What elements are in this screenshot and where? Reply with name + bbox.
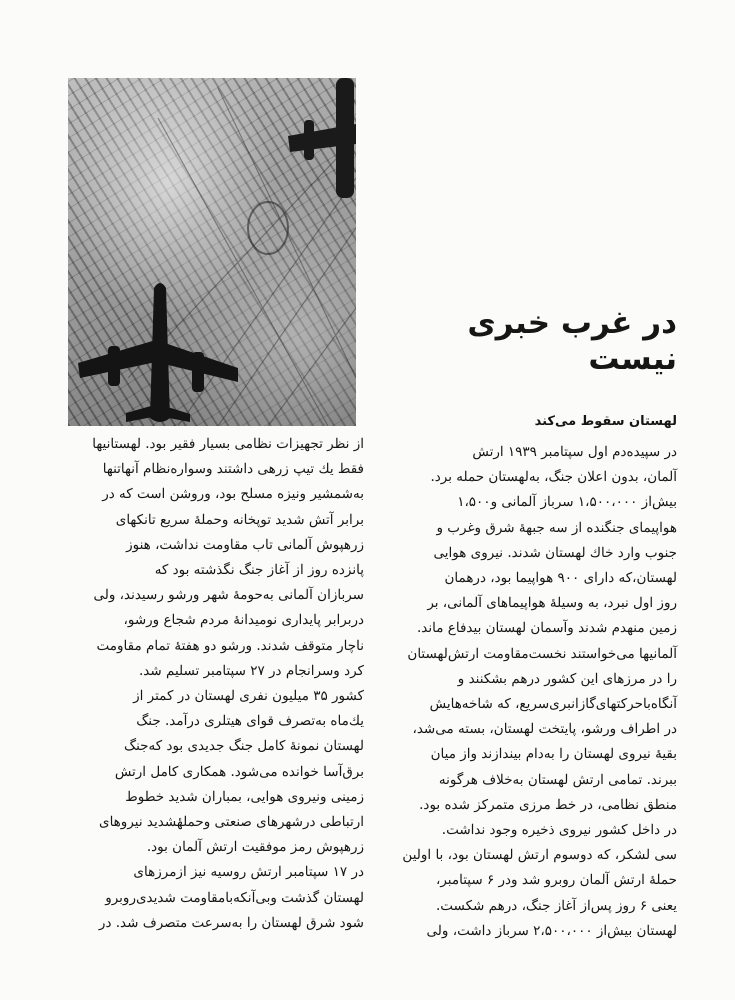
- text-line: زمین منهدم شدند وآسمان لهستان بیدفاع ماند.: [417, 620, 677, 637]
- text-line: را در مرزهای این کشور درهم بشکنند و: [457, 670, 677, 687]
- text-line: هواپیمای جنگنده از سه جبههٔ شرق وغرب و: [436, 519, 677, 536]
- text-line: بقیهٔ نیروی لهستان را به‌دام بیندازند واز میان: [430, 746, 677, 763]
- text-line: زرهپوش رمز موفقیت ارتش آلمان بود.: [146, 839, 364, 856]
- paragraph: [68, 432, 364, 684]
- text-line: آلمانیها می‌خواستند نخست‌مقاومت ارتش‌لهستان: [407, 645, 677, 662]
- page-title: در غرب خبری نیست: [467, 305, 677, 377]
- text-line: به‌شمشیر ونیزه مسلح بود، وروشن است که در: [102, 486, 364, 503]
- text-line: در ۱۷ سپتامبر ارتش روسیه نیز ازمرزهای: [133, 864, 364, 881]
- text-line: برق‌آسا خوانده می‌شود. همکاری کامل ارتش: [114, 763, 364, 780]
- text-line: فقط یك تیپ زرهی داشتند وسواره‌نظام آنهاتنها: [102, 461, 364, 478]
- section-heading: لهستان سقوط می‌کند: [534, 414, 677, 429]
- bomber-plane-icon: [68, 78, 356, 426]
- text-line: دربرابر پایداری نومیدانهٔ مردم شجاع ورشو،: [123, 612, 364, 629]
- left-column: [68, 432, 364, 936]
- text-line: ارتباطی درشهرهای صنعتی وحملهٔشدید نیروهای: [99, 814, 364, 831]
- text-line: شود شرق لهستان را به‌سرعت متصرف شد. در: [98, 914, 364, 931]
- text-line: لهستان بیش‌از ۲،۵۰۰،۰۰۰ سرباز داشت، ولی: [426, 922, 677, 939]
- text-line: منطق نظامی، در خط مرزی متمرکز شده بود.: [419, 796, 677, 813]
- text-line: زمینی ونیروی هوایی، بمباران شدید خطوط: [125, 788, 364, 805]
- text-line: ناچار متوقف شدند. ورشو دو هفتهٔ تمام مقاومت: [96, 637, 364, 654]
- text-line: لهستان گذشت وبی‌آنکه‌بامقاومت شدیدی‌روبرو: [105, 889, 364, 906]
- text-line: لهستان،که دارای ۹۰۰ هواپیما بود، درهمان: [444, 570, 677, 587]
- text-line: سی لشکر، که دوسوم ارتش لهستان بود، با اولین: [402, 847, 677, 864]
- paragraph: [68, 860, 364, 936]
- text-line: حملهٔ ارتش آلمان روبرو شد ودر ۶ سپتامبر،: [435, 872, 677, 889]
- aerial-bombers-photo: [68, 78, 356, 426]
- text-line: پانزده روز از آغاز جنگ نگذشته بود که: [154, 562, 364, 579]
- text-line: سربازان آلمانی به‌حومهٔ شهر ورشو رسیدند، ولی: [93, 587, 364, 604]
- paragraph: [381, 440, 677, 944]
- text-line: کشور ۳۵ میلیون نفری لهستان در کمتر از: [133, 688, 364, 705]
- text-line: آنگاه‌باحرکتهای‌گازانبری‌سریع، که شاخه‌هایش: [429, 696, 677, 713]
- paragraph: [68, 684, 364, 860]
- text-line: ببرند. تمامی ارتش لهستان به‌خلاف هرگونه: [438, 771, 677, 788]
- text-line: بیش‌از ۱،۵۰۰،۰۰۰ سرباز آلمانی و۱،۵۰۰: [457, 494, 677, 511]
- text-line: برابر آتش شدید توپخانه وحملهٔ سریع تانکهای: [115, 511, 364, 528]
- text-line: آلمان، بدون اعلان جنگ، به‌لهستان حمله برد.: [430, 469, 677, 486]
- text-line: یك‌ماه به‌تصرف قوای هیتلری درآمد. جنگ: [136, 713, 364, 730]
- text-line: لهستان نمونهٔ کامل جنگ جدیدی بود که‌جنگ: [123, 738, 364, 755]
- text-line: از نظر تجهیزات نظامی بسیار فقیر بود. لهستانیها: [92, 436, 364, 452]
- text-line: در سپیده‌دم اول سپتامبر ۱۹۳۹ ارتش: [472, 444, 677, 460]
- text-line: در داخل کشور نیروی ذخیره وجود نداشت.: [441, 822, 677, 839]
- text-line: در اطراف ورشو، پایتخت لهستان، بسته می‌شد،: [412, 721, 677, 738]
- text-line: روز اول نبرد، به وسیلهٔ هواپیماهای آلمانی، بر: [427, 595, 677, 612]
- text-line: زرهپوش آلمانی تاب مقاومت نداشت، هنوز: [126, 536, 364, 553]
- text-line: جنوب وارد خاك لهستان شدند. نیروی هوایی: [433, 544, 677, 561]
- text-line: یعنی ۶ روز پس‌از آغاز جنگ، درهم شکست.: [436, 897, 677, 914]
- text-line: کرد وسرانجام در ۲۷ سپتامبر تسلیم شد.: [138, 662, 364, 679]
- right-column: [381, 440, 677, 944]
